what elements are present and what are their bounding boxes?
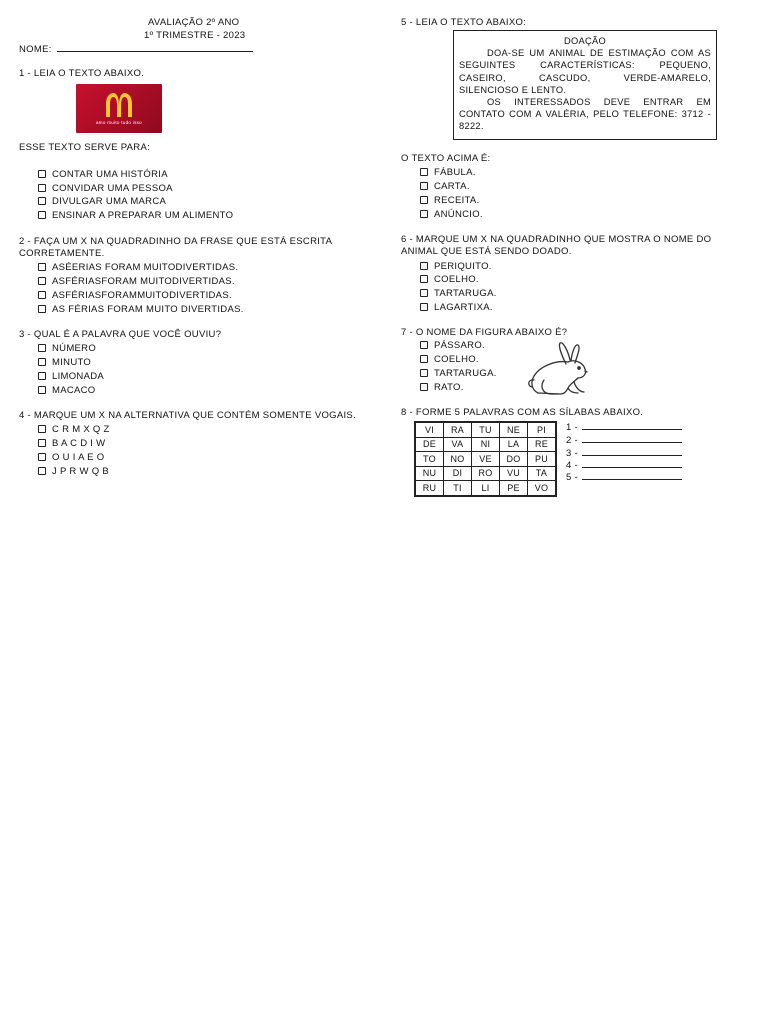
- syllable-cell: DE: [415, 437, 444, 452]
- checkbox-icon[interactable]: [38, 372, 46, 380]
- q4-option[interactable]: [38, 424, 110, 436]
- q2-option[interactable]: [38, 304, 244, 316]
- answer-line[interactable]: [566, 420, 682, 434]
- checkbox-icon[interactable]: [38, 425, 46, 433]
- checkbox-icon[interactable]: [420, 182, 428, 190]
- syllable-cell: LI: [472, 481, 500, 496]
- q6-prompt-line2: ANIMAL QUE ESTÁ SENDO DOADO.: [401, 246, 572, 257]
- syllable-cell: RE: [528, 437, 557, 452]
- golden-arches-icon: [76, 84, 162, 133]
- checkbox-icon[interactable]: [420, 168, 428, 176]
- q7-option-label: RATO.: [434, 382, 464, 393]
- q5-option-label: RECEITA.: [434, 195, 480, 206]
- q5-option[interactable]: [420, 195, 480, 207]
- answer-blank[interactable]: [582, 433, 682, 443]
- syllable-cell: TA: [528, 466, 557, 481]
- answer-blank[interactable]: [582, 420, 682, 430]
- syllable-cell: VI: [415, 422, 444, 437]
- q1-question: ESSE TEXTO SERVE PARA:: [19, 142, 151, 153]
- q3-option-label: LIMONADA: [52, 371, 105, 382]
- q7-option[interactable]: [420, 368, 497, 380]
- checkbox-icon[interactable]: [420, 262, 428, 270]
- q4-option-label: B A C D I W: [52, 438, 106, 449]
- q5-prompt: 5 - LEIA O TEXTO ABAIXO:: [401, 17, 527, 28]
- syllable-cell: VO: [528, 481, 557, 496]
- syllable-cell: RU: [415, 481, 444, 496]
- syllable-cell: TO: [415, 452, 444, 467]
- q1-option-label: ENSINAR A PREPARAR UM ALIMENTO: [52, 210, 234, 221]
- q3-option-label: NÚMERO: [52, 343, 97, 354]
- q5-option[interactable]: [420, 167, 476, 179]
- checkbox-icon[interactable]: [420, 275, 428, 283]
- table-row: [415, 422, 556, 437]
- syllable-cell: TI: [444, 481, 472, 496]
- q7-prompt: 7 - O NOME DA FIGURA ABAIXO É?: [401, 327, 568, 338]
- q3-option[interactable]: [38, 385, 96, 397]
- q2-option-label: ASFÉRIASFORAM MUITODIVERTIDAS.: [52, 276, 235, 287]
- checkbox-icon[interactable]: [420, 303, 428, 311]
- q3-option[interactable]: [38, 343, 96, 355]
- q1-option[interactable]: [38, 183, 173, 195]
- syllable-cell: TU: [472, 422, 500, 437]
- checkbox-icon[interactable]: [420, 383, 428, 391]
- checkbox-icon[interactable]: [420, 210, 428, 218]
- q8-prompt: 8 - FORME 5 PALAVRAS COM AS SÍLABAS ABAIXO.: [401, 407, 644, 418]
- q5-option[interactable]: [420, 209, 483, 221]
- checkbox-icon[interactable]: [38, 453, 46, 461]
- q5-option-label: FÁBULA.: [434, 167, 476, 178]
- checkbox-icon[interactable]: [420, 196, 428, 204]
- q1-prompt: 1 - LEIA O TEXTO ABAIXO.: [19, 68, 145, 79]
- q4-option[interactable]: [38, 438, 105, 450]
- q6-option-label: LAGARTIXA.: [434, 302, 493, 313]
- q3-option-label: MINUTO: [52, 357, 92, 368]
- donation-text-box: [453, 30, 717, 140]
- donation-paragraph-2: OS INTERESSADOS DEVE ENTRAR EM CONTATO COM A VALÉRIA, PELO TELEFONE: 3712 - 8222.: [459, 97, 711, 132]
- syllable-cell: PU: [528, 452, 557, 467]
- q4-prompt: 4 - MARQUE UM X NA ALTERNATIVA QUE CONTÉM SOMENTE VOGAIS.: [19, 410, 356, 421]
- name-label: [19, 42, 253, 56]
- checkbox-icon[interactable]: [38, 467, 46, 475]
- page-subtitle: 1º TRIMESTRE - 2023: [144, 30, 246, 41]
- q2-option[interactable]: [38, 290, 232, 302]
- syllable-cell: VA: [444, 437, 472, 452]
- q2-option[interactable]: [38, 276, 235, 288]
- syllable-cell: LA: [500, 437, 528, 452]
- q7-option-label: TARTARUGA.: [434, 368, 497, 379]
- syllable-cell: RA: [444, 422, 472, 437]
- checkbox-icon[interactable]: [38, 184, 46, 192]
- syllable-cell: DI: [444, 466, 472, 481]
- name-field[interactable]: [57, 42, 253, 52]
- answer-blank[interactable]: [582, 470, 682, 480]
- q1-option-label: CONVIDAR UMA PESSOA: [52, 183, 173, 194]
- q6-option[interactable]: [420, 261, 492, 273]
- rabbit-icon: [522, 338, 594, 400]
- checkbox-icon[interactable]: [38, 263, 46, 271]
- q3-option[interactable]: [38, 371, 104, 383]
- q4-option[interactable]: [38, 466, 109, 478]
- checkbox-icon[interactable]: [420, 369, 428, 377]
- syllable-cell: NE: [500, 422, 528, 437]
- logo-slogan: amo muito tudo isso: [96, 120, 142, 125]
- table-row: [415, 466, 556, 481]
- answer-label: 3 -: [566, 448, 578, 459]
- q7-option[interactable]: [420, 354, 479, 366]
- q1-option[interactable]: [38, 210, 233, 222]
- q2-prompt-line1: 2 - FAÇA UM X NA QUADRADINHO DA FRASE QUE ESTÁ ESCRITA: [19, 236, 333, 247]
- table-row: [415, 452, 556, 467]
- q6-option[interactable]: [420, 288, 497, 300]
- checkbox-icon[interactable]: [38, 386, 46, 394]
- q1-option[interactable]: [38, 196, 166, 208]
- syllable-cell: NI: [472, 437, 500, 452]
- syllable-cell: DO: [500, 452, 528, 467]
- q2-prompt-line2: CORRETAMENTE.: [19, 248, 105, 259]
- mcdonalds-logo: [76, 84, 162, 133]
- syllable-cell: NO: [444, 452, 472, 467]
- page-title: AVALIAÇÃO 2º ANO: [148, 17, 240, 28]
- q4-option-label: O U I A E O: [52, 452, 105, 463]
- q4-option-label: C R M X Q Z: [52, 424, 110, 435]
- q5-option-label: ANÚNCIO.: [434, 209, 483, 220]
- donation-paragraph-1: DOA-SE UM ANIMAL DE ESTIMAÇÃO COM AS SEGUINTES CARACTERÍSTICAS: PEQUENO, CASEIRO, CASCUDO, VERDE-AMARELO, SILENCIOSO E LENTO.: [459, 48, 711, 95]
- q7-option-label: PÁSSARO.: [434, 340, 485, 351]
- q2-option[interactable]: [38, 262, 238, 274]
- syllable-cell: VE: [472, 452, 500, 467]
- checkbox-icon[interactable]: [38, 358, 46, 366]
- q7-option[interactable]: [420, 340, 485, 352]
- q5-option[interactable]: [420, 181, 470, 193]
- q3-option-label: MACACO: [52, 385, 96, 396]
- q6-prompt-line1: 6 - MARQUE UM X NA QUADRADINHO QUE MOSTRA O NOME DO: [401, 234, 712, 245]
- q2-option-label: ASÉERIAS FORAM MUITODIVERTIDAS.: [52, 262, 239, 273]
- answer-label: 4 -: [566, 460, 578, 471]
- q5-question: O TEXTO ACIMA É:: [401, 153, 491, 164]
- answer-line[interactable]: [566, 470, 682, 484]
- syllable-cell: VU: [500, 466, 528, 481]
- q6-option-label: TARTARUGA.: [434, 288, 497, 299]
- checkbox-icon[interactable]: [38, 277, 46, 285]
- checkbox-icon[interactable]: [420, 289, 428, 297]
- q7-option[interactable]: [420, 382, 464, 394]
- q2-option-label: AS FÉRIAS FORAM MUITO DIVERTIDAS.: [52, 304, 244, 315]
- syllable-cell: RO: [472, 466, 500, 481]
- syllable-cell: PI: [528, 422, 557, 437]
- answer-blank[interactable]: [582, 446, 682, 456]
- answer-blank[interactable]: [582, 458, 682, 468]
- donation-title: DOAÇÃO: [563, 36, 607, 46]
- q6-option-label: PERIQUITO.: [434, 261, 492, 272]
- syllable-cell: NU: [415, 466, 444, 481]
- checkbox-icon[interactable]: [38, 439, 46, 447]
- q6-option-label: COELHO.: [434, 274, 479, 285]
- checkbox-icon[interactable]: [420, 355, 428, 363]
- q5-option-label: CARTA.: [434, 181, 470, 192]
- checkbox-icon[interactable]: [38, 305, 46, 313]
- checkbox-icon[interactable]: [38, 197, 46, 205]
- syllable-table: [414, 421, 557, 497]
- answer-label: 5 -: [566, 472, 578, 483]
- name-label-text: NOME:: [19, 44, 52, 55]
- table-row: [415, 481, 556, 496]
- q1-option-label: CONTAR UMA HISTÓRIA: [52, 169, 168, 180]
- answer-label: 1 -: [566, 422, 578, 433]
- checkbox-icon[interactable]: [38, 170, 46, 178]
- checkbox-icon[interactable]: [38, 211, 46, 219]
- q6-option[interactable]: [420, 274, 479, 286]
- q1-option[interactable]: [38, 169, 168, 181]
- syllable-cell: PE: [500, 481, 528, 496]
- answer-label: 2 -: [566, 435, 578, 446]
- checkbox-icon[interactable]: [38, 291, 46, 299]
- q4-option[interactable]: [38, 452, 104, 464]
- table-row: [415, 437, 556, 452]
- q3-prompt: 3 - QUAL É A PALAVRA QUE VOCÊ OUVIU?: [19, 329, 222, 340]
- q7-option-label: COELHO.: [434, 354, 479, 365]
- checkbox-icon[interactable]: [420, 341, 428, 349]
- q3-option[interactable]: [38, 357, 91, 369]
- answer-line[interactable]: [566, 433, 682, 447]
- q6-option[interactable]: [420, 302, 493, 314]
- checkbox-icon[interactable]: [38, 344, 46, 352]
- q2-option-label: ASFÉRIASFORAMMUITODIVERTIDAS.: [52, 290, 232, 301]
- q4-option-label: J P R W Q B: [52, 466, 109, 477]
- q1-option-label: DIVULGAR UMA MARCA: [52, 196, 167, 207]
